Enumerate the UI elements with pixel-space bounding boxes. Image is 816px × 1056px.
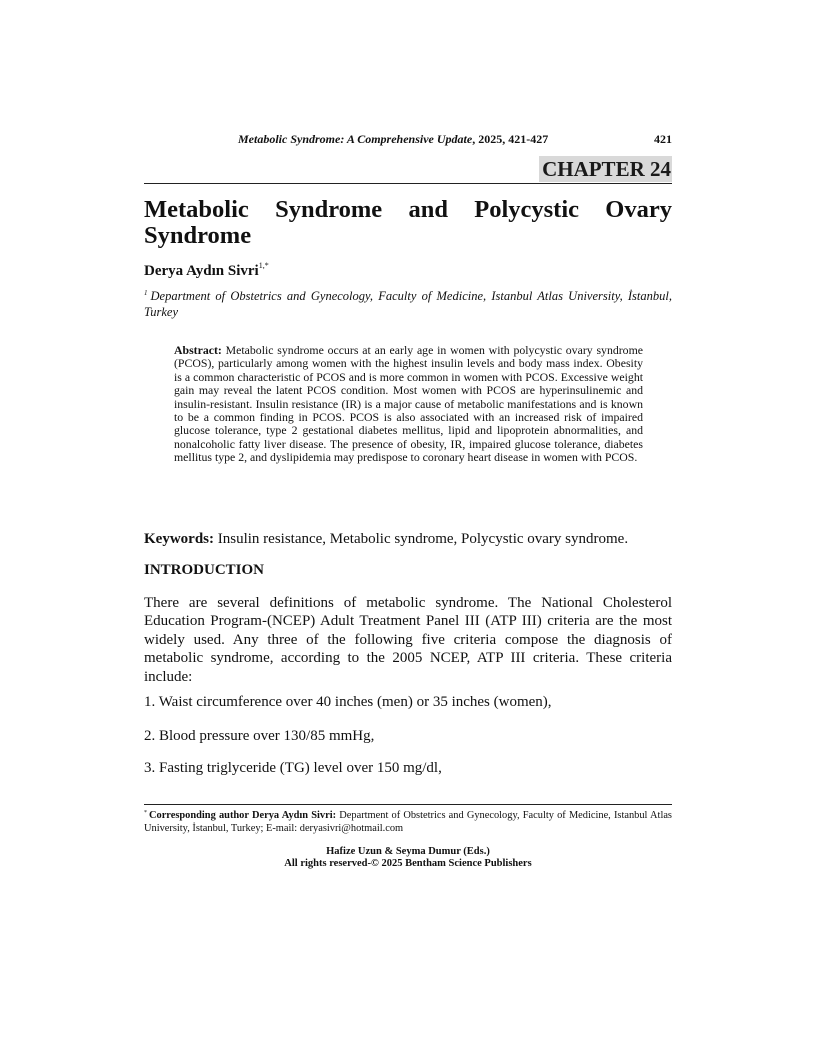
keywords-text: Insulin resistance, Metabolic syndrome, Polycystic ovary syndrome. [217, 531, 629, 547]
affiliation-mark: 1 [144, 289, 148, 297]
criterion-item-3: 3. Fasting triglyceride (TG) level over 150 mg/dl, [144, 760, 442, 776]
abstract-text: Metabolic syndrome occurs at an early age in women with polycystic ovary syndrome (PCOS), particularly among women with the highest insulin levels and body mass index. Obesity is a common characteristic of PCOS and is more common in women with PCOS. Excessive weight gain may reveal the latent PCOS condition. Most women with PCOS are hyperinsulinemic and insulin-resistant. Insulin resistance (IR) is a major cause of metabolic manifestations and is known to be a common finding in PCOS. PCOS is also associated with an increased risk of impaired glucose tolerance, type 2 gestational diabetes mellitus, lipid and lipoprotein abnormalities, and nonalcoholic fatty liver disease. The presence of obesity, IR, impaired glucose tolerance, diabetes mellitus type 2, and dyslipidemia may predispose to coronary heart disease in women with PCOS. [174, 343, 643, 465]
footnote-divider [144, 804, 672, 805]
footnote-label: Corresponding author Derya Aydın Sivri: [149, 810, 337, 821]
running-head-year-pages: , 2025, 421-427 [472, 132, 549, 146]
keywords [144, 531, 672, 548]
affiliation-text: Department of Obstetrics and Gynecology, Faculty of Medicine, Istanbul Atlas University, İstanbul, Turkey [144, 289, 672, 319]
running-head-book-title: Metabolic Syndrome: A Comprehensive Update, 2025, 421-427 [238, 132, 549, 146]
footnote [144, 807, 672, 835]
author-name: Derya Aydın Sivri [144, 263, 259, 279]
chapter-title: Metabolic Syndrome and Polycystic Ovary Syndrome [144, 196, 672, 249]
footnote-mark: * [144, 810, 147, 816]
keywords-label: Keywords: [144, 531, 214, 547]
affiliation [144, 285, 672, 320]
introduction-paragraph: There are several definitions of metabolic syndrome. The National Cholesterol Education Program-(NCEP) Adult Treatment Panel III (ATP III) criteria are the most widely used. Any three of the following five criteria compose the diagnosis of metabolic syndrome, according to the 2005 NCEP, ATP III criteria. These criteria include: [144, 595, 672, 685]
criterion-item-1: 1. Waist circumference over 40 inches (men) or 35 inches (women), [144, 694, 552, 710]
running-head [144, 132, 672, 150]
section-heading-introduction: INTRODUCTION [144, 562, 265, 578]
abstract-label: Abstract: [174, 343, 222, 357]
criterion-item-2: 2. Blood pressure over 130/85 mmHg, [144, 728, 375, 744]
author [144, 261, 269, 280]
abstract [174, 344, 643, 465]
editors-block [144, 846, 672, 870]
copyright-line: All rights reserved-© 2025 Bentham Science Publishers [284, 858, 532, 869]
author-marks: 1,* [258, 261, 269, 270]
editors-names: Hafize Uzun & Seyma Dumur (Eds.) [326, 846, 490, 857]
page-number: 421 [654, 132, 672, 146]
chapter-header [144, 156, 672, 184]
chapter-label: CHAPTER 24 [539, 156, 672, 182]
footnote-text: Department of Obstetrics and Gynecology, Faculty of Medicine, Istanbul Atlas University, İstanbul, Turkey; E-mail: deryasivri@hotmail.com [144, 810, 672, 834]
